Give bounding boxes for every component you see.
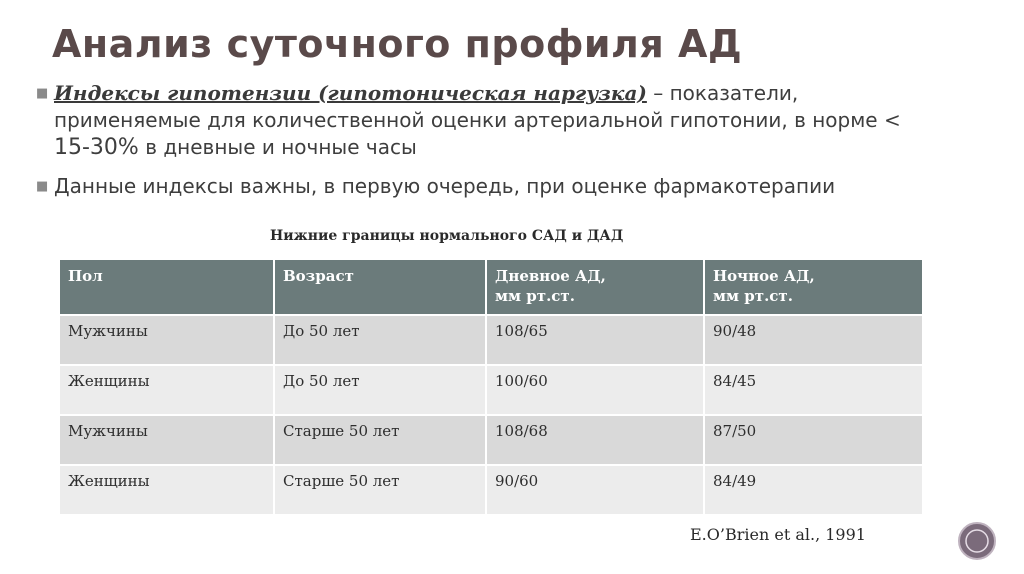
table-cell: 100/60 [486, 365, 704, 415]
bullet-text: Данные индексы важны, в первую очередь, при оценке фармакотерапии [54, 174, 836, 198]
bullet-item-pharmacotherapy [36, 173, 936, 200]
bullet-text: – показатели, применяемые для количественной оценки артериальной гипотонии, в норме < [54, 81, 901, 132]
table-cell: 84/45 [704, 365, 923, 415]
table-header-line: мм рт.ст. [495, 287, 575, 305]
bullet-list [36, 80, 936, 212]
table-cell: Старше 50 лет [274, 415, 486, 465]
table-header-line: Дневное АД, [495, 267, 606, 285]
table-cell: 108/65 [486, 315, 704, 365]
table-header-line: Возраст [283, 267, 354, 285]
table-row [59, 365, 923, 415]
table-header-line: Пол [68, 267, 103, 285]
bullet-item-hypotension-indices [36, 80, 936, 161]
bullet-emphasis: Индексы гипотензии (гипотоническая наргузка) [54, 81, 647, 105]
table-cell: Мужчины [59, 415, 274, 465]
table-cell: Женщины [59, 465, 274, 515]
table-cell: Мужчины [59, 315, 274, 365]
table-cell: Женщины [59, 365, 274, 415]
table-cell: 87/50 [704, 415, 923, 465]
nav-ring-icon [960, 524, 994, 558]
table-cell: До 50 лет [274, 315, 486, 365]
table-header-cell [59, 259, 274, 315]
table-header-line: Ночное АД, [713, 267, 815, 285]
blood-pressure-table [58, 258, 924, 516]
table-row [59, 315, 923, 365]
bullet-text-end: в дневные и ночные часы [138, 135, 417, 159]
slide-title: Анализ суточного профиля АД [52, 22, 743, 66]
table-header-line: мм рт.ст. [713, 287, 793, 305]
bullet-range: 15-30% [54, 135, 139, 160]
table-header-cell [486, 259, 704, 315]
table-row [59, 465, 923, 515]
square-bullet-icon: ■ [36, 86, 49, 101]
table-cell: 108/68 [486, 415, 704, 465]
square-bullet-icon: ■ [36, 179, 49, 194]
table-caption: Нижние границы нормального САД и ДАД [270, 228, 624, 244]
table-cell: До 50 лет [274, 365, 486, 415]
table-header-row [59, 259, 923, 315]
slide-nav-circle-icon[interactable] [958, 522, 996, 560]
table-row [59, 415, 923, 465]
citation: E.O’Brien et al., 1991 [690, 525, 866, 544]
table-cell: 90/60 [486, 465, 704, 515]
table-cell: Старше 50 лет [274, 465, 486, 515]
table-cell: 84/49 [704, 465, 923, 515]
table-header-cell [274, 259, 486, 315]
table-header-cell [704, 259, 923, 315]
table-cell: 90/48 [704, 315, 923, 365]
